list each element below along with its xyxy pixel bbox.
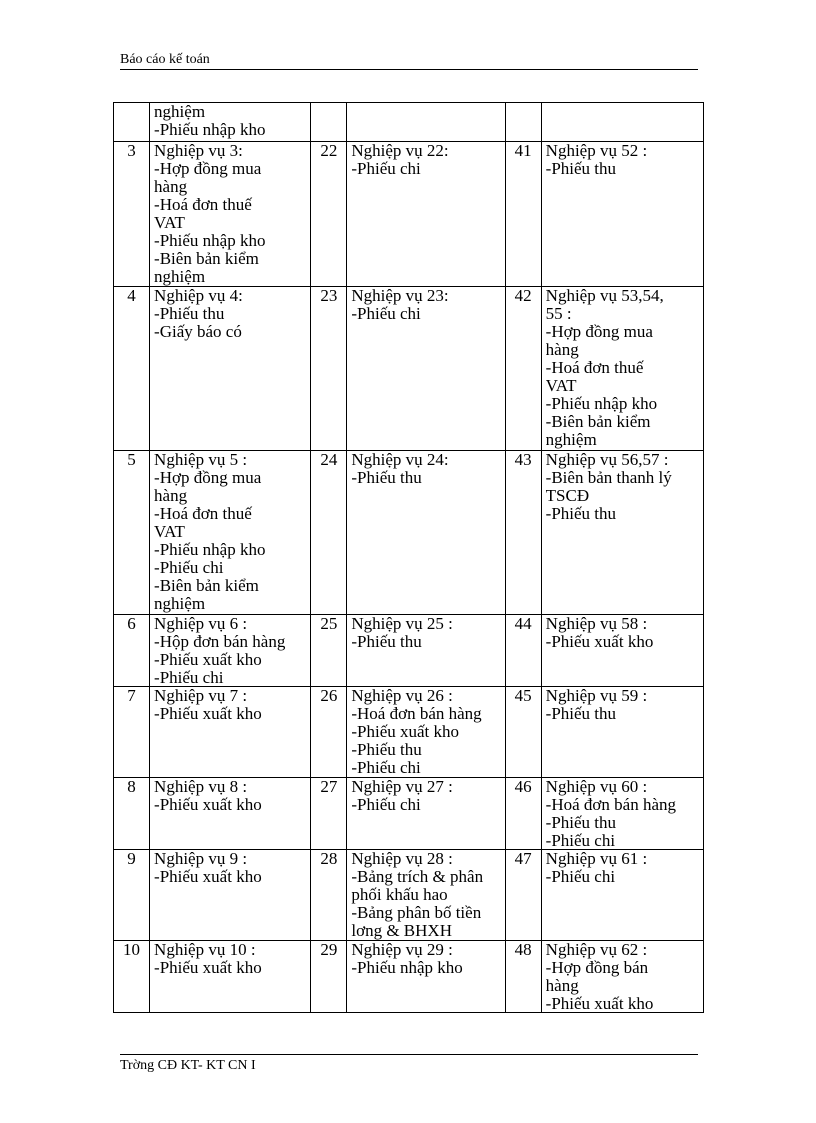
document-line: -Hoá đơn thuế: [154, 195, 252, 214]
entry-title: Nghiệp vụ 60 :: [545, 778, 648, 796]
document-line: hàng: [545, 340, 579, 359]
entry-number: 46: [505, 778, 541, 850]
document-line: -Bảng trích & phân: [351, 867, 484, 886]
entry-title: Nghiệp vụ 3:: [154, 142, 243, 160]
entry-title: Nghiệp vụ 4:: [154, 287, 243, 305]
document-line: -Phiếu xuất kho: [154, 958, 262, 977]
entry-documents: [150, 103, 311, 142]
document-line: -Phiếu chi: [545, 831, 616, 849]
entry-number: 47: [505, 850, 541, 941]
footer-text: Trờng CĐ KT- KT CN I: [120, 1058, 256, 1073]
entry-documents: [150, 615, 311, 687]
entry-documents: [541, 850, 703, 941]
entry-documents: [541, 687, 703, 778]
entry-number: [311, 103, 347, 142]
entry-number: 9: [114, 850, 150, 941]
entry-number: 7: [114, 687, 150, 778]
entry-title: Nghiệp vụ 61 :: [545, 850, 648, 868]
document-line: -Phiếu thu: [545, 504, 617, 523]
document-line: -Phiếu xuất kho: [154, 867, 262, 886]
document-line: -Hợp đồng bán: [545, 958, 649, 977]
entry-title: Nghiệp vụ 10 :: [154, 941, 256, 959]
table-body: [114, 103, 704, 1013]
document-line: -Hoá đơn thuế: [154, 504, 252, 523]
page-header: [120, 52, 698, 70]
entry-title: Nghiệp vụ 25 :: [351, 615, 453, 633]
entry-number: 24: [311, 451, 347, 615]
entry-documents: [347, 103, 505, 142]
entry-documents: [347, 850, 505, 941]
entry-title: Nghiệp vụ 23:: [351, 287, 449, 305]
entry-documents: [150, 778, 311, 850]
document-line: -Hợp đồng mua: [545, 322, 653, 341]
document-line: -Biên bản kiểm: [154, 249, 259, 268]
document-line: -Hoá đơn bán hàng: [545, 795, 676, 814]
document-line: -Phiếu xuất kho: [545, 994, 654, 1012]
document-line: -Hộp đơn bán hàng: [154, 632, 286, 651]
entry-number: 43: [505, 451, 541, 615]
entry-documents: [347, 451, 505, 615]
entry-number: 27: [311, 778, 347, 850]
document-line: -Phiếu chi: [351, 795, 421, 814]
entry-number: 25: [311, 615, 347, 687]
entry-title: Nghiệp vụ 6 :: [154, 615, 248, 633]
document-line: -Phiếu chi: [545, 867, 616, 886]
entry-number: 29: [311, 941, 347, 1013]
entry-title: Nghiệp vụ 28 :: [351, 850, 453, 868]
entry-title: nghiệm: [154, 103, 206, 121]
entry-title: Nghiệp vụ 53,54,: [545, 287, 664, 305]
header-title: Báo cáo kế toán: [120, 52, 210, 67]
document-line: -Phiếu nhập kho: [351, 958, 463, 977]
entry-number: 48: [505, 941, 541, 1013]
document-line: -Biên bản thanh lý: [545, 468, 672, 487]
document-line: -Phiếu thu: [154, 304, 225, 323]
entry-number: 45: [505, 687, 541, 778]
entry-number: 23: [311, 287, 347, 451]
entry-documents: [347, 778, 505, 850]
entry-title: Nghiệp vụ 8 :: [154, 778, 248, 796]
document-line: phối khấu hao: [351, 885, 448, 904]
document-line: nghiệm: [154, 267, 206, 286]
entry-documents: [541, 615, 703, 687]
entry-documents: [541, 451, 703, 615]
entry-number: 4: [114, 287, 150, 451]
document-line: lơng & BHXH: [351, 921, 452, 940]
document-line: -Phiếu xuất kho: [154, 650, 262, 669]
entry-title: Nghiệp vụ 58 :: [545, 615, 648, 633]
entry-documents: [150, 850, 311, 941]
entry-documents: [347, 615, 505, 687]
table-row: [114, 687, 704, 778]
entry-title: Nghiệp vụ 56,57 :: [545, 451, 669, 469]
table-row: [114, 850, 704, 941]
document-line: -Phiếu thu: [545, 159, 617, 178]
table-row: [114, 142, 704, 287]
document-line: -Phiếu xuất kho: [154, 795, 262, 814]
document-line: -Giấy báo có: [154, 322, 242, 341]
document-line: TSCĐ: [545, 486, 590, 505]
document-line: -Phiếu nhập kho: [154, 231, 266, 250]
entry-title: Nghiệp vụ 62 :: [545, 941, 648, 959]
document-line: 55 :: [545, 304, 572, 323]
entry-title: Nghiệp vụ 24:: [351, 451, 449, 469]
entry-documents: [150, 287, 311, 451]
entry-number: 44: [505, 615, 541, 687]
entry-documents: [347, 687, 505, 778]
entry-title: Nghiệp vụ 9 :: [154, 850, 248, 868]
document-line: -Phiếu xuất kho: [545, 632, 654, 651]
document-line: hàng: [154, 177, 188, 196]
document-line: VAT: [154, 213, 185, 232]
document-line: -Phiếu chi: [154, 558, 224, 577]
table-row: [114, 287, 704, 451]
entry-number: 22: [311, 142, 347, 287]
entry-title: Nghiệp vụ 22:: [351, 142, 449, 160]
document-line: -Phiếu thu: [351, 468, 422, 487]
entry-number: 5: [114, 451, 150, 615]
entry-number: 26: [311, 687, 347, 778]
document-line: -Phiếu thu: [351, 632, 422, 651]
document-line: VAT: [545, 376, 577, 395]
entry-title: Nghiệp vụ 29 :: [351, 941, 453, 959]
entry-title: Nghiệp vụ 27 :: [351, 778, 453, 796]
document-line: -Hợp đồng mua: [154, 159, 262, 178]
document-line: -Bảng phân bố tiền: [351, 903, 482, 922]
document-line: -Hoá đơn thuế: [545, 358, 644, 377]
document-line: hàng: [154, 486, 188, 505]
document-line: -Phiếu nhập kho: [154, 120, 266, 139]
entry-title: Nghiệp vụ 26 :: [351, 687, 453, 705]
table-row: [114, 778, 704, 850]
document-line: hàng: [545, 976, 579, 995]
document-line: -Phiếu nhập kho: [154, 540, 266, 559]
entry-documents: [150, 451, 311, 615]
document-line: -Phiếu nhập kho: [545, 394, 658, 413]
footer-rule: [120, 1054, 698, 1055]
entry-number: 6: [114, 615, 150, 687]
document-line: -Phiếu chi: [351, 159, 421, 178]
entry-number: [505, 103, 541, 142]
entry-documents: [150, 687, 311, 778]
document-line: nghiệm: [154, 594, 206, 613]
document-line: -Hoá đơn bán hàng: [351, 704, 482, 723]
document-line: -Phiếu xuất kho: [351, 722, 460, 741]
document-line: nghiệm: [545, 430, 597, 449]
entry-number: 3: [114, 142, 150, 287]
document-line: VAT: [154, 522, 185, 541]
entry-title: Nghiệp vụ 7 :: [154, 687, 248, 705]
entry-documents: [541, 103, 703, 142]
entry-documents: [541, 778, 703, 850]
document-line: -Phiếu chi: [351, 758, 421, 777]
entry-number: [114, 103, 150, 142]
document-line: -Hợp đồng mua: [154, 468, 262, 487]
document-line: -Phiếu xuất kho: [154, 704, 262, 723]
entry-number: 28: [311, 850, 347, 941]
entry-documents: [150, 941, 311, 1013]
document-line: -Phiếu chi: [154, 668, 224, 686]
entry-title: Nghiệp vụ 52 :: [545, 142, 648, 160]
entry-documents: [541, 287, 703, 451]
entry-number: 8: [114, 778, 150, 850]
document-line: -Phiếu thu: [545, 704, 617, 723]
entry-title: Nghiệp vụ 5 :: [154, 451, 248, 469]
entry-number: 10: [114, 941, 150, 1013]
entry-documents: [541, 142, 703, 287]
entry-documents: [150, 142, 311, 287]
table-row: [114, 615, 704, 687]
entry-documents: [347, 142, 505, 287]
table-row: [114, 941, 704, 1013]
entry-number: 41: [505, 142, 541, 287]
document-line: -Phiếu thu: [545, 813, 617, 832]
entry-documents: [347, 287, 505, 451]
document-line: -Biên bản kiểm: [545, 412, 651, 431]
transactions-table: [113, 102, 704, 1013]
entry-documents: [541, 941, 703, 1013]
document-line: -Phiếu thu: [351, 740, 422, 759]
document-line: -Biên bản kiểm: [154, 576, 259, 595]
entry-number: 42: [505, 287, 541, 451]
table-row: [114, 451, 704, 615]
table-row: [114, 103, 704, 142]
entry-title: Nghiệp vụ 59 :: [545, 687, 648, 705]
document-line: -Phiếu chi: [351, 304, 421, 323]
entry-documents: [347, 941, 505, 1013]
